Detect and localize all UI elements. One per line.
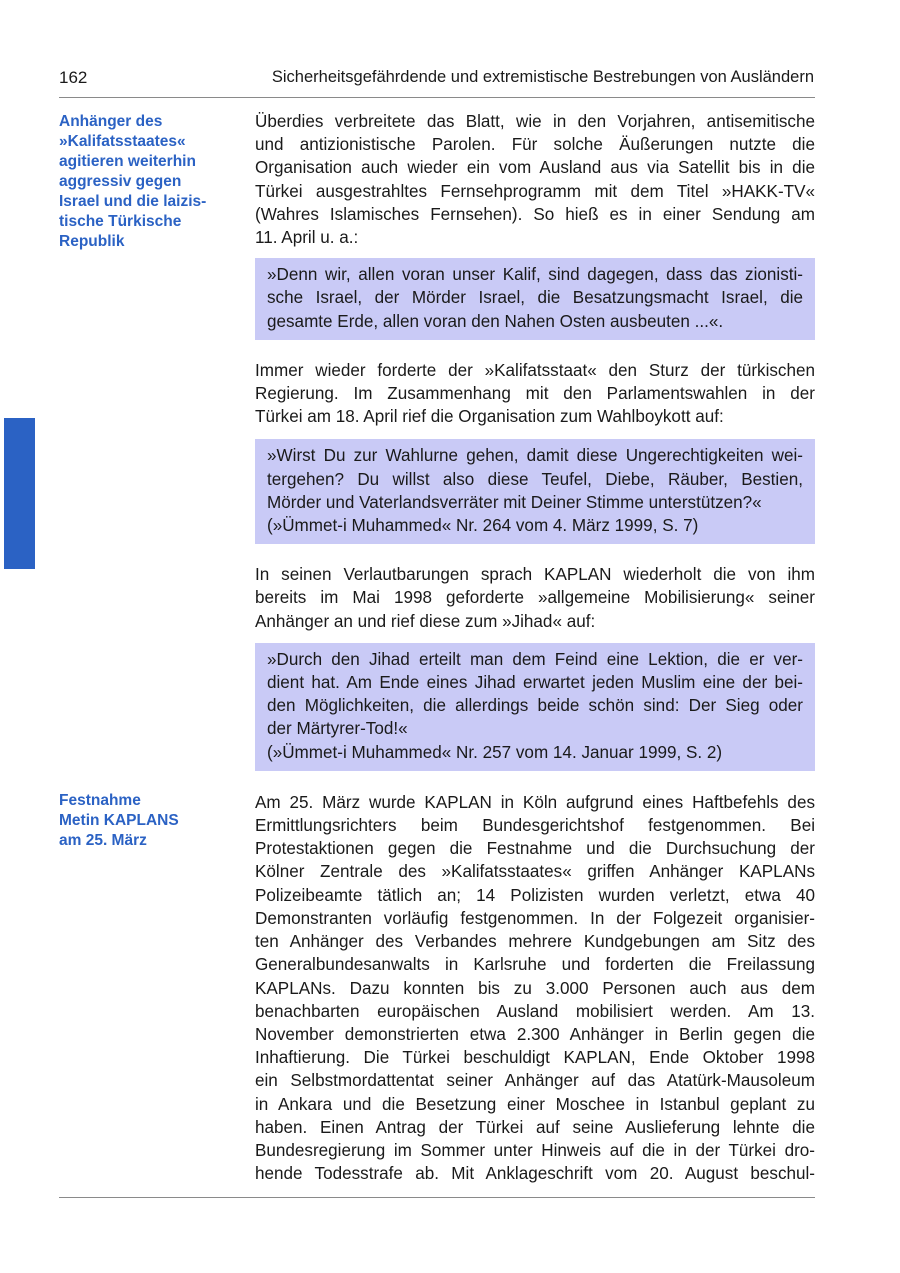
sidebar-note-festnahme bbox=[59, 791, 229, 851]
quote-block-wahlurne bbox=[255, 439, 815, 544]
quote-line: sche Israel, der Mörder Israel, die Besatzungsmacht Israel, die bbox=[267, 288, 803, 308]
quote-line: »Denn wir, allen voran unser Kalif, sind dagegen, dass das zionisti- bbox=[267, 265, 803, 285]
quote-line: der Märtyrer-Tod!« bbox=[267, 719, 408, 739]
sidebar-note-kalifatsstaat bbox=[59, 112, 229, 252]
quote-source: (»Ümmet-i Muhammed« Nr. 264 vom 4. März 1999, S. 7) bbox=[267, 516, 699, 536]
text-line: Türkei am 18. April rief die Organisation zum Wahlboykott auf: bbox=[255, 407, 724, 427]
text-line: Protestaktionen gegen die Festnahme und die Durchsuchung der bbox=[255, 839, 815, 859]
quote-line: »Durch den Jihad erteilt man dem Feind eine Lektion, die er ver- bbox=[267, 649, 803, 669]
text-line: KAPLANs. Dazu konnten bis zu 3.000 Personen auch aus dem bbox=[255, 978, 815, 998]
text-line: 11. April u. a.: bbox=[255, 228, 359, 248]
text-line: In seinen Verlautbarungen sprach KAPLAN wiederholt die von ihm bbox=[255, 565, 815, 585]
quote-source: (»Ümmet-i Muhammed« Nr. 257 vom 14. Januar 1999, S. 2) bbox=[267, 742, 723, 762]
text-line: hende Todesstrafe ab. Mit Anklageschrift vom 20. August beschul- bbox=[255, 1164, 815, 1184]
paragraph-mobilisierung bbox=[255, 563, 815, 633]
paragraph-hakk-tv bbox=[255, 110, 815, 249]
sidebar-note-line: agitieren weiterhin bbox=[59, 153, 196, 170]
sidebar-note-line: am 25. März bbox=[59, 832, 147, 849]
text-line: Am 25. März wurde KAPLAN in Köln aufgrund eines Haftbefehls des bbox=[255, 792, 815, 812]
chapter-edge-tab bbox=[4, 418, 35, 569]
text-line: benachbarten europäischen Ausland mobilisiert werden. Am 13. bbox=[255, 1001, 815, 1021]
sidebar-note-line: Israel und die laizis- bbox=[59, 193, 207, 210]
page-number: 162 bbox=[59, 68, 88, 87]
text-line: November demonstrierten etwa 2.300 Anhänger in Berlin gegen die bbox=[255, 1024, 815, 1044]
sidebar-note-line: Metin KAPLANS bbox=[59, 812, 179, 829]
text-line: haben. Einen Antrag der Türkei auf seine Auslieferung lehnte die bbox=[255, 1117, 815, 1137]
text-line: Anhänger an und rief diese zum »Jihad« auf: bbox=[255, 611, 596, 631]
sidebar-note-line: aggressiv gegen bbox=[59, 173, 182, 190]
text-line: Inhaftierung. Die Türkei beschuldigt KAPLAN, Ende Oktober 1998 bbox=[255, 1048, 815, 1068]
running-header: Sicherheitsgefährdende und extremistische Bestrebungen von Ausländern bbox=[271, 68, 814, 86]
sidebar-note-line: Festnahme bbox=[59, 792, 141, 809]
header-rule bbox=[59, 97, 815, 98]
paragraph-wahlboykott bbox=[255, 359, 815, 429]
quote-line: »Wirst Du zur Wahlurne gehen, damit diese Ungerechtigkeiten wei- bbox=[267, 446, 803, 466]
text-line: Immer wieder forderte der »Kalifatsstaat« den Sturz der türkischen bbox=[255, 360, 815, 380]
text-line: Überdies verbreitete das Blatt, wie in den Vorjahren, antisemitische bbox=[255, 112, 815, 131]
quote-line: den Möglichkeiten, die allerdings beide schön sind: Der Sieg oder bbox=[267, 696, 803, 716]
text-line: Türkei ausgestrahltes Fernsehprogramm mit dem Titel »HAKK-TV« bbox=[255, 181, 815, 201]
sidebar-note-line: »Kalifatsstaates« bbox=[59, 133, 186, 150]
text-line: und antizionistische Parolen. Für solche Äußerungen nutzte die bbox=[255, 135, 815, 155]
text-line: Ermittlungsrichters beim Bundesgerichtshof festgenommen. Bei bbox=[255, 816, 815, 836]
text-line: Polizeibeamte tätlich an; 14 Polizisten wurden verletzt, etwa 40 bbox=[255, 885, 815, 905]
quote-line: gesamte Erde, allen voran den Nahen Osten ausbeuten ...«. bbox=[267, 311, 724, 331]
sidebar-note-line: tische Türkische bbox=[59, 213, 182, 230]
text-line: ein Selbstmordattentat seiner Anhänger auf das Atatürk-Mausoleum bbox=[255, 1071, 815, 1091]
main-text-column bbox=[255, 110, 815, 1185]
text-line: (Wahres Islamisches Fernsehen). So hieß es in einer Sendung am bbox=[255, 204, 815, 224]
paragraph-festnahme bbox=[255, 791, 815, 1185]
text-line: Demonstranten vorläufig festgenommen. In der Folgezeit organisier- bbox=[255, 908, 815, 928]
text-line: Bundesregierung im Sommer unter Hinweis auf die in der Türkei dro- bbox=[255, 1140, 815, 1160]
quote-line: Mörder und Vaterlandsverräter mit Deiner Stimme unterstützen?« bbox=[267, 492, 762, 512]
text-line: ten Anhänger des Verbandes mehrere Kundgebungen am Sitz des bbox=[255, 932, 815, 952]
sidebar-note-line: Republik bbox=[59, 233, 125, 250]
quote-block-jihad bbox=[255, 643, 815, 771]
footer-rule bbox=[59, 1197, 815, 1198]
text-line: Kölner Zentrale des »Kalifatsstaates« griffen Anhänger KAPLANs bbox=[255, 862, 815, 882]
sidebar-note-line: Anhänger des bbox=[59, 113, 163, 130]
text-line: in Ankara und die Besetzung einer Moschee in Istanbul geplant zu bbox=[255, 1094, 815, 1114]
text-line: Organisation auch wieder ein vom Ausland aus via Satellit bis in die bbox=[255, 158, 815, 178]
text-line: bereits im Mai 1998 geforderte »allgemeine Mobilisierung« seiner bbox=[255, 588, 815, 608]
quote-line: tergehen? Du willst also diese Teufel, Diebe, Räuber, Bestien, bbox=[267, 469, 803, 489]
quote-block-hakk-tv bbox=[255, 258, 815, 340]
text-line: Regierung. Im Zusammenhang mit den Parlamentswahlen in der bbox=[255, 384, 815, 404]
text-line: Generalbundesanwalts in Karlsruhe und forderten die Freilassung bbox=[255, 955, 815, 975]
quote-line: dient hat. Am Ende eines Jihad erwartet jeden Muslim eine der bei- bbox=[267, 673, 803, 693]
